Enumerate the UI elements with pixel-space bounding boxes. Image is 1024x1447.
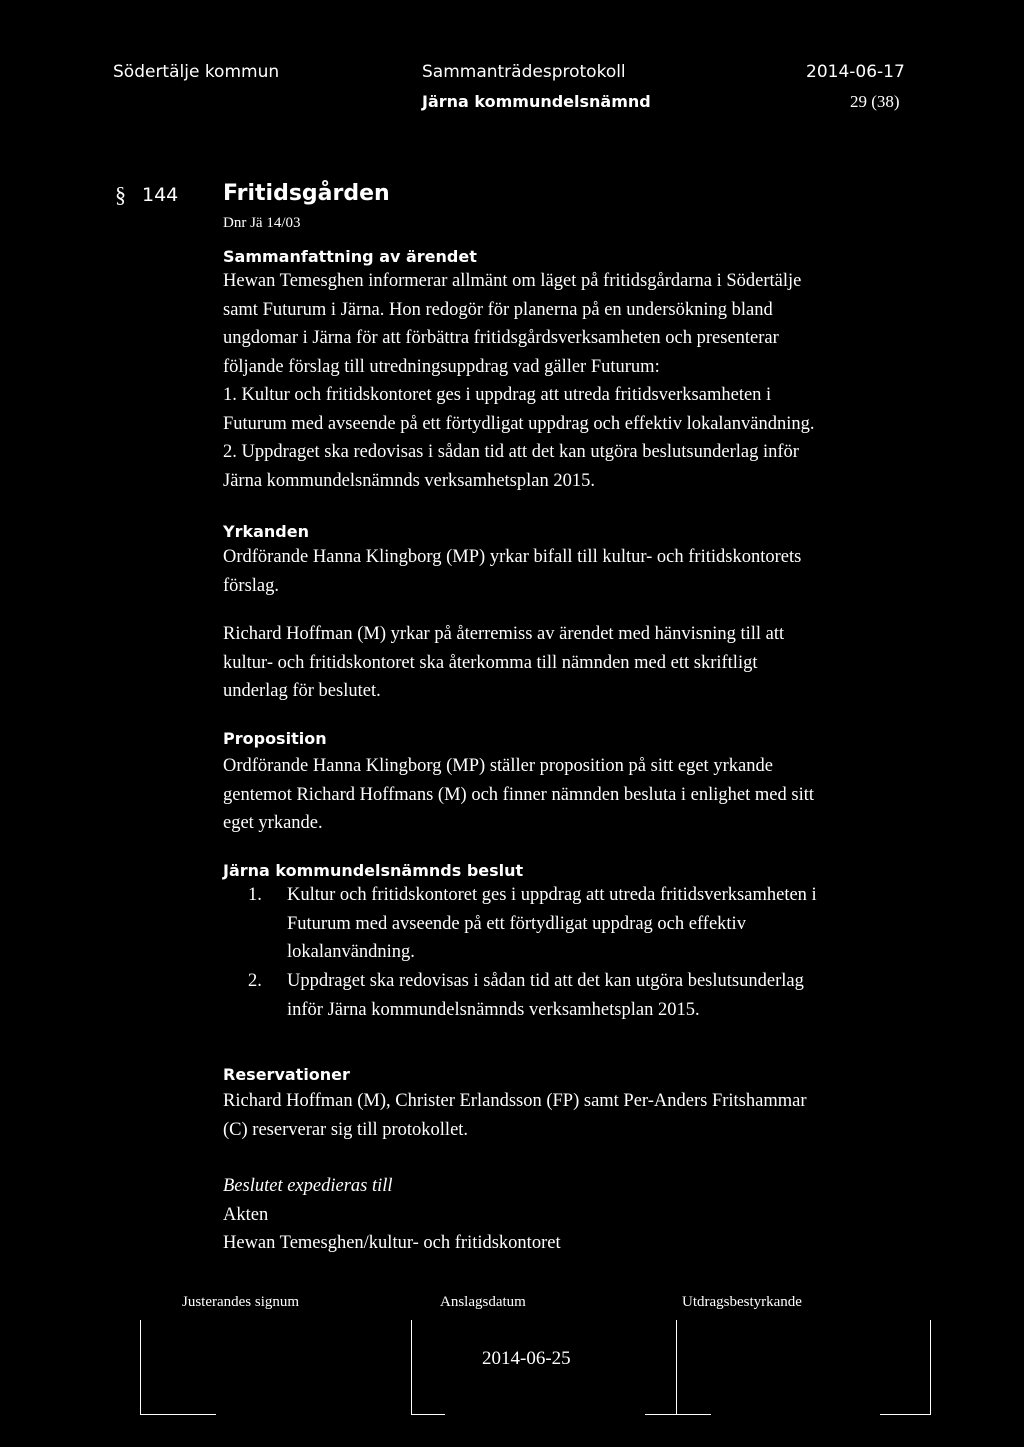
list-item bbox=[223, 881, 913, 967]
distribution-heading: Beslutet expedieras till bbox=[223, 1176, 393, 1196]
section-title: Fritidsgården bbox=[223, 181, 390, 206]
list-number: 1. bbox=[248, 885, 262, 905]
extract-label: Utdragsbestyrkande bbox=[682, 1294, 802, 1310]
distribution bbox=[223, 1172, 913, 1258]
claims-paragraph-1 bbox=[223, 543, 913, 600]
text-line: 1. Kultur och fritidskontoret ges i uppdrag att utreda fritidsverksamheten i bbox=[223, 385, 772, 405]
distribution-line: Hewan Temesghen/kultur- och fritidskontoret bbox=[223, 1233, 561, 1253]
text-line: förslag. bbox=[223, 575, 279, 596]
text-line: gentemot Richard Hoffmans (M) och finner nämnden besluta i enlighet med sitt bbox=[223, 784, 814, 805]
text-line: inför Järna kommundelsnämnds verksamhetsplan 2015. bbox=[287, 999, 700, 1020]
signature-label: Justerandes signum bbox=[182, 1294, 300, 1310]
text-line: samt Futurum i Järna. Hon redogör för planerna på en undersökning bland bbox=[223, 299, 773, 320]
summary-text bbox=[223, 267, 913, 495]
footer-baseline bbox=[880, 1414, 931, 1415]
municipality-name: Södertälje kommun bbox=[113, 62, 280, 82]
claims-heading: Yrkanden bbox=[223, 522, 309, 541]
document-type: Sammanträdesprotokoll bbox=[422, 62, 626, 82]
list-item-text bbox=[287, 967, 804, 1024]
text-line: Richard Hoffman (M), Christer Erlandsson (FP) samt Per-Anders Fritshammar bbox=[223, 1091, 807, 1111]
text-line: kultur- och fritidskontoret ska återkomma till nämnden med ett skriftligt bbox=[223, 652, 758, 673]
summary-heading: Sammanfattning av ärendet bbox=[223, 247, 477, 266]
text-line: underlag för beslutet. bbox=[223, 681, 381, 701]
text-line: Järna kommundelsnämnds verksamhetsplan 2015. bbox=[223, 470, 595, 491]
text-line: lokalanvändning. bbox=[287, 942, 415, 962]
text-line: (C) reserverar sig till protokollet. bbox=[223, 1119, 469, 1140]
list-number: 2. bbox=[248, 971, 262, 991]
text-line: Kultur och fritidskontoret ges i uppdrag att utreda fritidsverksamheten i bbox=[287, 885, 817, 905]
proposition-text bbox=[223, 752, 913, 838]
text-line: Richard Hoffman (M) yrkar på återremiss av ärendet med hänvisning till att bbox=[223, 624, 785, 644]
proposition-heading: Proposition bbox=[223, 729, 327, 748]
footer-baseline bbox=[645, 1414, 711, 1415]
text-line: eget yrkande. bbox=[223, 813, 323, 833]
text-line: Futurum med avseende på ett förtydligat uppdrag och effektiv lokalanvändning. bbox=[223, 413, 815, 434]
reservations-text bbox=[223, 1087, 913, 1144]
footer-divider bbox=[411, 1320, 412, 1415]
text-line: Hewan Temesghen informerar allmänt om läget på fritidsgårdarna i Södertälje bbox=[223, 271, 802, 291]
distribution-line: Akten bbox=[223, 1204, 269, 1225]
page-number: 29 (38) bbox=[850, 92, 900, 111]
section-number: 144 bbox=[142, 184, 179, 206]
footer-divider bbox=[676, 1320, 677, 1415]
footer-divider bbox=[140, 1320, 141, 1415]
footer-divider bbox=[930, 1320, 931, 1415]
committee-name: Järna kommundelsnämnd bbox=[422, 92, 651, 111]
decision-heading: Järna kommundelsnämnds beslut bbox=[223, 861, 524, 880]
decision-list bbox=[223, 881, 913, 1025]
meeting-date: 2014-06-17 bbox=[806, 62, 905, 82]
posted-date-label: Anslagsdatum bbox=[440, 1294, 526, 1310]
text-line: 2. Uppdraget ska redovisas i sådan tid att det kan utgöra beslutsunderlag inför bbox=[223, 442, 799, 462]
case-number: Dnr Jä 14/03 bbox=[223, 215, 301, 231]
list-item bbox=[223, 967, 913, 1025]
posted-date: 2014-06-25 bbox=[482, 1348, 571, 1369]
claims-paragraph-2 bbox=[223, 620, 913, 706]
text-line: Ordförande Hanna Klingborg (MP) ställer proposition på sitt eget yrkande bbox=[223, 756, 773, 776]
text-line: Futurum med avseende på ett förtydligat uppdrag och effektiv bbox=[287, 913, 746, 934]
footer-baseline bbox=[411, 1414, 445, 1415]
list-item-text bbox=[287, 881, 817, 967]
section-symbol: § bbox=[115, 182, 126, 207]
footer-baseline bbox=[140, 1414, 216, 1415]
text-line: Ordförande Hanna Klingborg (MP) yrkar bifall till kultur- och fritidskontorets bbox=[223, 547, 802, 567]
text-line: ungdomar i Järna för att förbättra fritidsgårdsverksamheten och presenterar bbox=[223, 328, 779, 348]
reservations-heading: Reservationer bbox=[223, 1065, 350, 1084]
text-line: följande förslag till utredningsuppdrag vad gäller Futurum: bbox=[223, 356, 660, 377]
text-line: Uppdraget ska redovisas i sådan tid att det kan utgöra beslutsunderlag bbox=[287, 971, 804, 991]
